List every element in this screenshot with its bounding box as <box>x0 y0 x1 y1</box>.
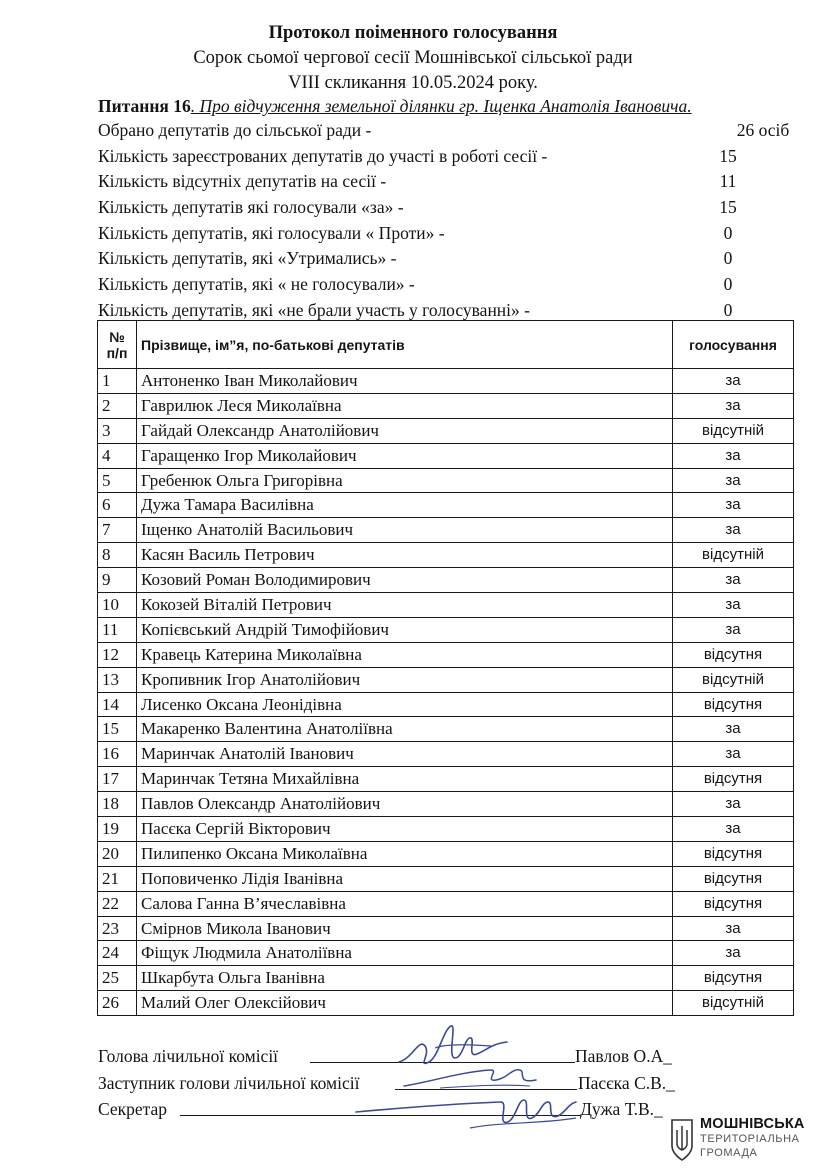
row-number: 21 <box>98 866 137 891</box>
chair-signature-label: Голова лічильної комісії <box>98 1046 279 1066</box>
row-number: 17 <box>98 767 137 792</box>
table-row <box>98 841 794 866</box>
secretary-signature-name: Дужа Т.В._ <box>580 1099 663 1119</box>
deputy-name: Гребенюк Ольга Григорівна <box>137 468 673 493</box>
row-number: 9 <box>98 568 137 593</box>
deputy-name: Лисенко Оксана Леонідівна <box>137 692 673 717</box>
column-header-name: Прізвище, ім”я, по-батькові депутатів <box>137 321 673 369</box>
deputy-name: Поповиченко Лідія Іванівна <box>137 866 673 891</box>
table-row <box>98 568 794 593</box>
table-row <box>98 369 794 394</box>
vote-result: відсутня <box>673 692 794 717</box>
stat-value: 15 <box>719 197 737 218</box>
deputy-name: Кропивник Ігор Анатолійович <box>137 667 673 692</box>
deputy-name: Пасєка Сергій Вікторович <box>137 817 673 842</box>
table-row <box>98 916 794 941</box>
stat-row <box>98 272 778 298</box>
row-number: 11 <box>98 617 137 642</box>
row-number: 8 <box>98 543 137 568</box>
vote-result: відсутній <box>673 991 794 1016</box>
vote-result: відсутня <box>673 966 794 991</box>
stat-label: Кількість зареєстрованих депутатів до участі в роботі сесії - <box>98 145 548 166</box>
vote-result: за <box>673 593 794 618</box>
table-row <box>98 767 794 792</box>
row-number: 16 <box>98 742 137 767</box>
deputy-name: Макаренко Валентина Анатоліївна <box>137 717 673 742</box>
vote-result: за <box>673 916 794 941</box>
deputy-name: Козовий Роман Володимирович <box>137 568 673 593</box>
row-number: 13 <box>98 667 137 692</box>
stat-value: 0 <box>723 222 733 243</box>
table-row <box>98 617 794 642</box>
stat-value: 0 <box>723 248 733 269</box>
question-line <box>98 95 692 117</box>
vote-result: за <box>673 941 794 966</box>
row-number: 1 <box>98 369 137 394</box>
stat-row <box>98 169 778 195</box>
row-number: 7 <box>98 518 137 543</box>
stat-label: Кількість депутатів, які голосували « Проти» - <box>98 222 445 243</box>
column-header-number: № п/п <box>98 321 137 369</box>
secretary-signature-label: Секретар <box>98 1099 168 1119</box>
document-title: Протокол поіменного голосування <box>268 23 558 43</box>
deputy-signature-label: Заступник голови лічильної комісії <box>98 1073 360 1093</box>
question-text: . Про відчуження земельної ділянки гр. Іщенка Анатолія Івановича. <box>190 96 692 116</box>
vote-result: за <box>673 817 794 842</box>
stat-value: 0 <box>723 274 733 295</box>
table-row <box>98 667 794 692</box>
deputy-name: Малий Олег Олексійович <box>137 991 673 1016</box>
deputy-name: Смірнов Микола Іванович <box>137 916 673 941</box>
vote-result: за <box>673 717 794 742</box>
deputy-name: Антоненко Іван Миколайович <box>137 369 673 394</box>
row-number: 3 <box>98 418 137 443</box>
stat-value: 0 <box>723 299 733 320</box>
deputy-name: Гаврилюк Леся Миколаївна <box>137 393 673 418</box>
vote-result: за <box>673 393 794 418</box>
stat-label: Кількість депутатів, які «не брали участь у голосуванні» - <box>98 299 530 320</box>
deputy-name: Павлов Олександр Анатолійович <box>137 792 673 817</box>
deputy-name: Кокозей Віталій Петрович <box>137 593 673 618</box>
row-number: 10 <box>98 593 137 618</box>
deputy-name: Фіщук Людмила Анатоліївна <box>137 941 673 966</box>
table-row <box>98 443 794 468</box>
question-label: Питання 16 <box>98 96 191 116</box>
stat-value: 26 осіб <box>736 120 790 140</box>
deputy-name: Шкарбута Ольга Іванівна <box>137 966 673 991</box>
vote-result: відсутня <box>673 767 794 792</box>
stat-label: Кількість відсутніх депутатів на сесії - <box>98 171 387 192</box>
chair-signature-name: Павлов О.А_ <box>575 1046 672 1066</box>
table-row <box>98 966 794 991</box>
stat-row <box>98 246 778 272</box>
stat-label: Кількість депутатів, які «Утримались» - <box>98 248 397 269</box>
table-row <box>98 742 794 767</box>
table-row <box>98 866 794 891</box>
row-number: 18 <box>98 792 137 817</box>
column-header-vote: голосування <box>673 321 794 369</box>
vote-result: за <box>673 369 794 394</box>
row-number: 2 <box>98 393 137 418</box>
row-number: 20 <box>98 841 137 866</box>
stat-value: 15 <box>719 145 737 166</box>
table-row <box>98 891 794 916</box>
deputy-name: Іщенко Анатолій Васильович <box>137 518 673 543</box>
vote-result: за <box>673 568 794 593</box>
row-number: 24 <box>98 941 137 966</box>
table-row <box>98 642 794 667</box>
stat-row <box>98 118 790 144</box>
vote-result: за <box>673 493 794 518</box>
table-row <box>98 493 794 518</box>
stat-row <box>98 195 778 221</box>
table-row <box>98 991 794 1016</box>
stat-value: 11 <box>719 171 737 192</box>
row-number: 22 <box>98 891 137 916</box>
table-row <box>98 792 794 817</box>
table-row <box>98 717 794 742</box>
deputy-name: Маринчак Анатолій Іванович <box>137 742 673 767</box>
deputy-signature-name: Пасєка С.В._ <box>578 1073 675 1093</box>
vote-result: відсутня <box>673 642 794 667</box>
row-number: 4 <box>98 443 137 468</box>
table-row <box>98 593 794 618</box>
table-row <box>98 468 794 493</box>
stat-row <box>98 144 778 170</box>
table-row <box>98 941 794 966</box>
vote-result: за <box>673 742 794 767</box>
row-number: 12 <box>98 642 137 667</box>
vote-result: відсутній <box>673 667 794 692</box>
vote-result: відсутній <box>673 418 794 443</box>
table-row <box>98 692 794 717</box>
vote-result: відсутня <box>673 841 794 866</box>
deputy-name: Гаращенко Ігор Миколайович <box>137 443 673 468</box>
table-header-row <box>98 321 794 369</box>
deputy-name: Маринчак Тетяна Михайлівна <box>137 767 673 792</box>
row-number: 23 <box>98 916 137 941</box>
vote-result: відсутня <box>673 891 794 916</box>
trident-emblem-icon <box>670 1116 694 1162</box>
vote-result: відсутня <box>673 866 794 891</box>
vote-result: за <box>673 468 794 493</box>
vote-result: за <box>673 443 794 468</box>
vote-result: за <box>673 518 794 543</box>
deputy-name: Гайдай Олександр Анатолійович <box>137 418 673 443</box>
deputy-name: Кравець Катерина Миколаївна <box>137 642 673 667</box>
row-number: 26 <box>98 991 137 1016</box>
secretary-handwritten-signature <box>350 1082 580 1140</box>
logo-word-3: ГРОМАДА <box>700 1147 758 1159</box>
logo-word-1: МОШНІВСЬКА <box>700 1116 805 1132</box>
row-number: 25 <box>98 966 137 991</box>
vote-result: за <box>673 617 794 642</box>
row-number: 5 <box>98 468 137 493</box>
stat-label: Кількість депутатів, які « не голосували» - <box>98 274 415 295</box>
vote-result: відсутній <box>673 543 794 568</box>
stat-row <box>98 221 778 247</box>
community-logo <box>670 1116 810 1162</box>
vote-result: за <box>673 792 794 817</box>
session-line: Сорок сьомої чергової сесії Мошнівської сільської ради <box>193 48 633 68</box>
table-row <box>98 518 794 543</box>
convocation-date-line: VIII скликання 10.05.2024 року. <box>288 73 538 93</box>
deputy-name: Касян Василь Петрович <box>137 543 673 568</box>
deputy-name: Дужа Тамара Василівна <box>137 493 673 518</box>
row-number: 19 <box>98 817 137 842</box>
row-number: 15 <box>98 717 137 742</box>
table-row <box>98 543 794 568</box>
vote-statistics <box>98 118 790 324</box>
deputy-name: Копієвський Андрій Тимофійович <box>137 617 673 642</box>
row-number: 6 <box>98 493 137 518</box>
row-number: 14 <box>98 692 137 717</box>
table-row <box>98 393 794 418</box>
table-row <box>98 817 794 842</box>
deputy-name: Салова Ганна В’ячеславівна <box>137 891 673 916</box>
table-body <box>98 369 794 1016</box>
stat-label: Кількість депутатів які голосували «за» - <box>98 197 404 218</box>
roll-call-table <box>97 320 794 1016</box>
logo-word-2: ТЕРИТОРІАЛЬНА <box>700 1133 800 1145</box>
deputy-name: Пилипенко Оксана Миколаївна <box>137 841 673 866</box>
table-row <box>98 418 794 443</box>
stat-label: Обрано депутатів до сільської ради - <box>98 120 372 140</box>
